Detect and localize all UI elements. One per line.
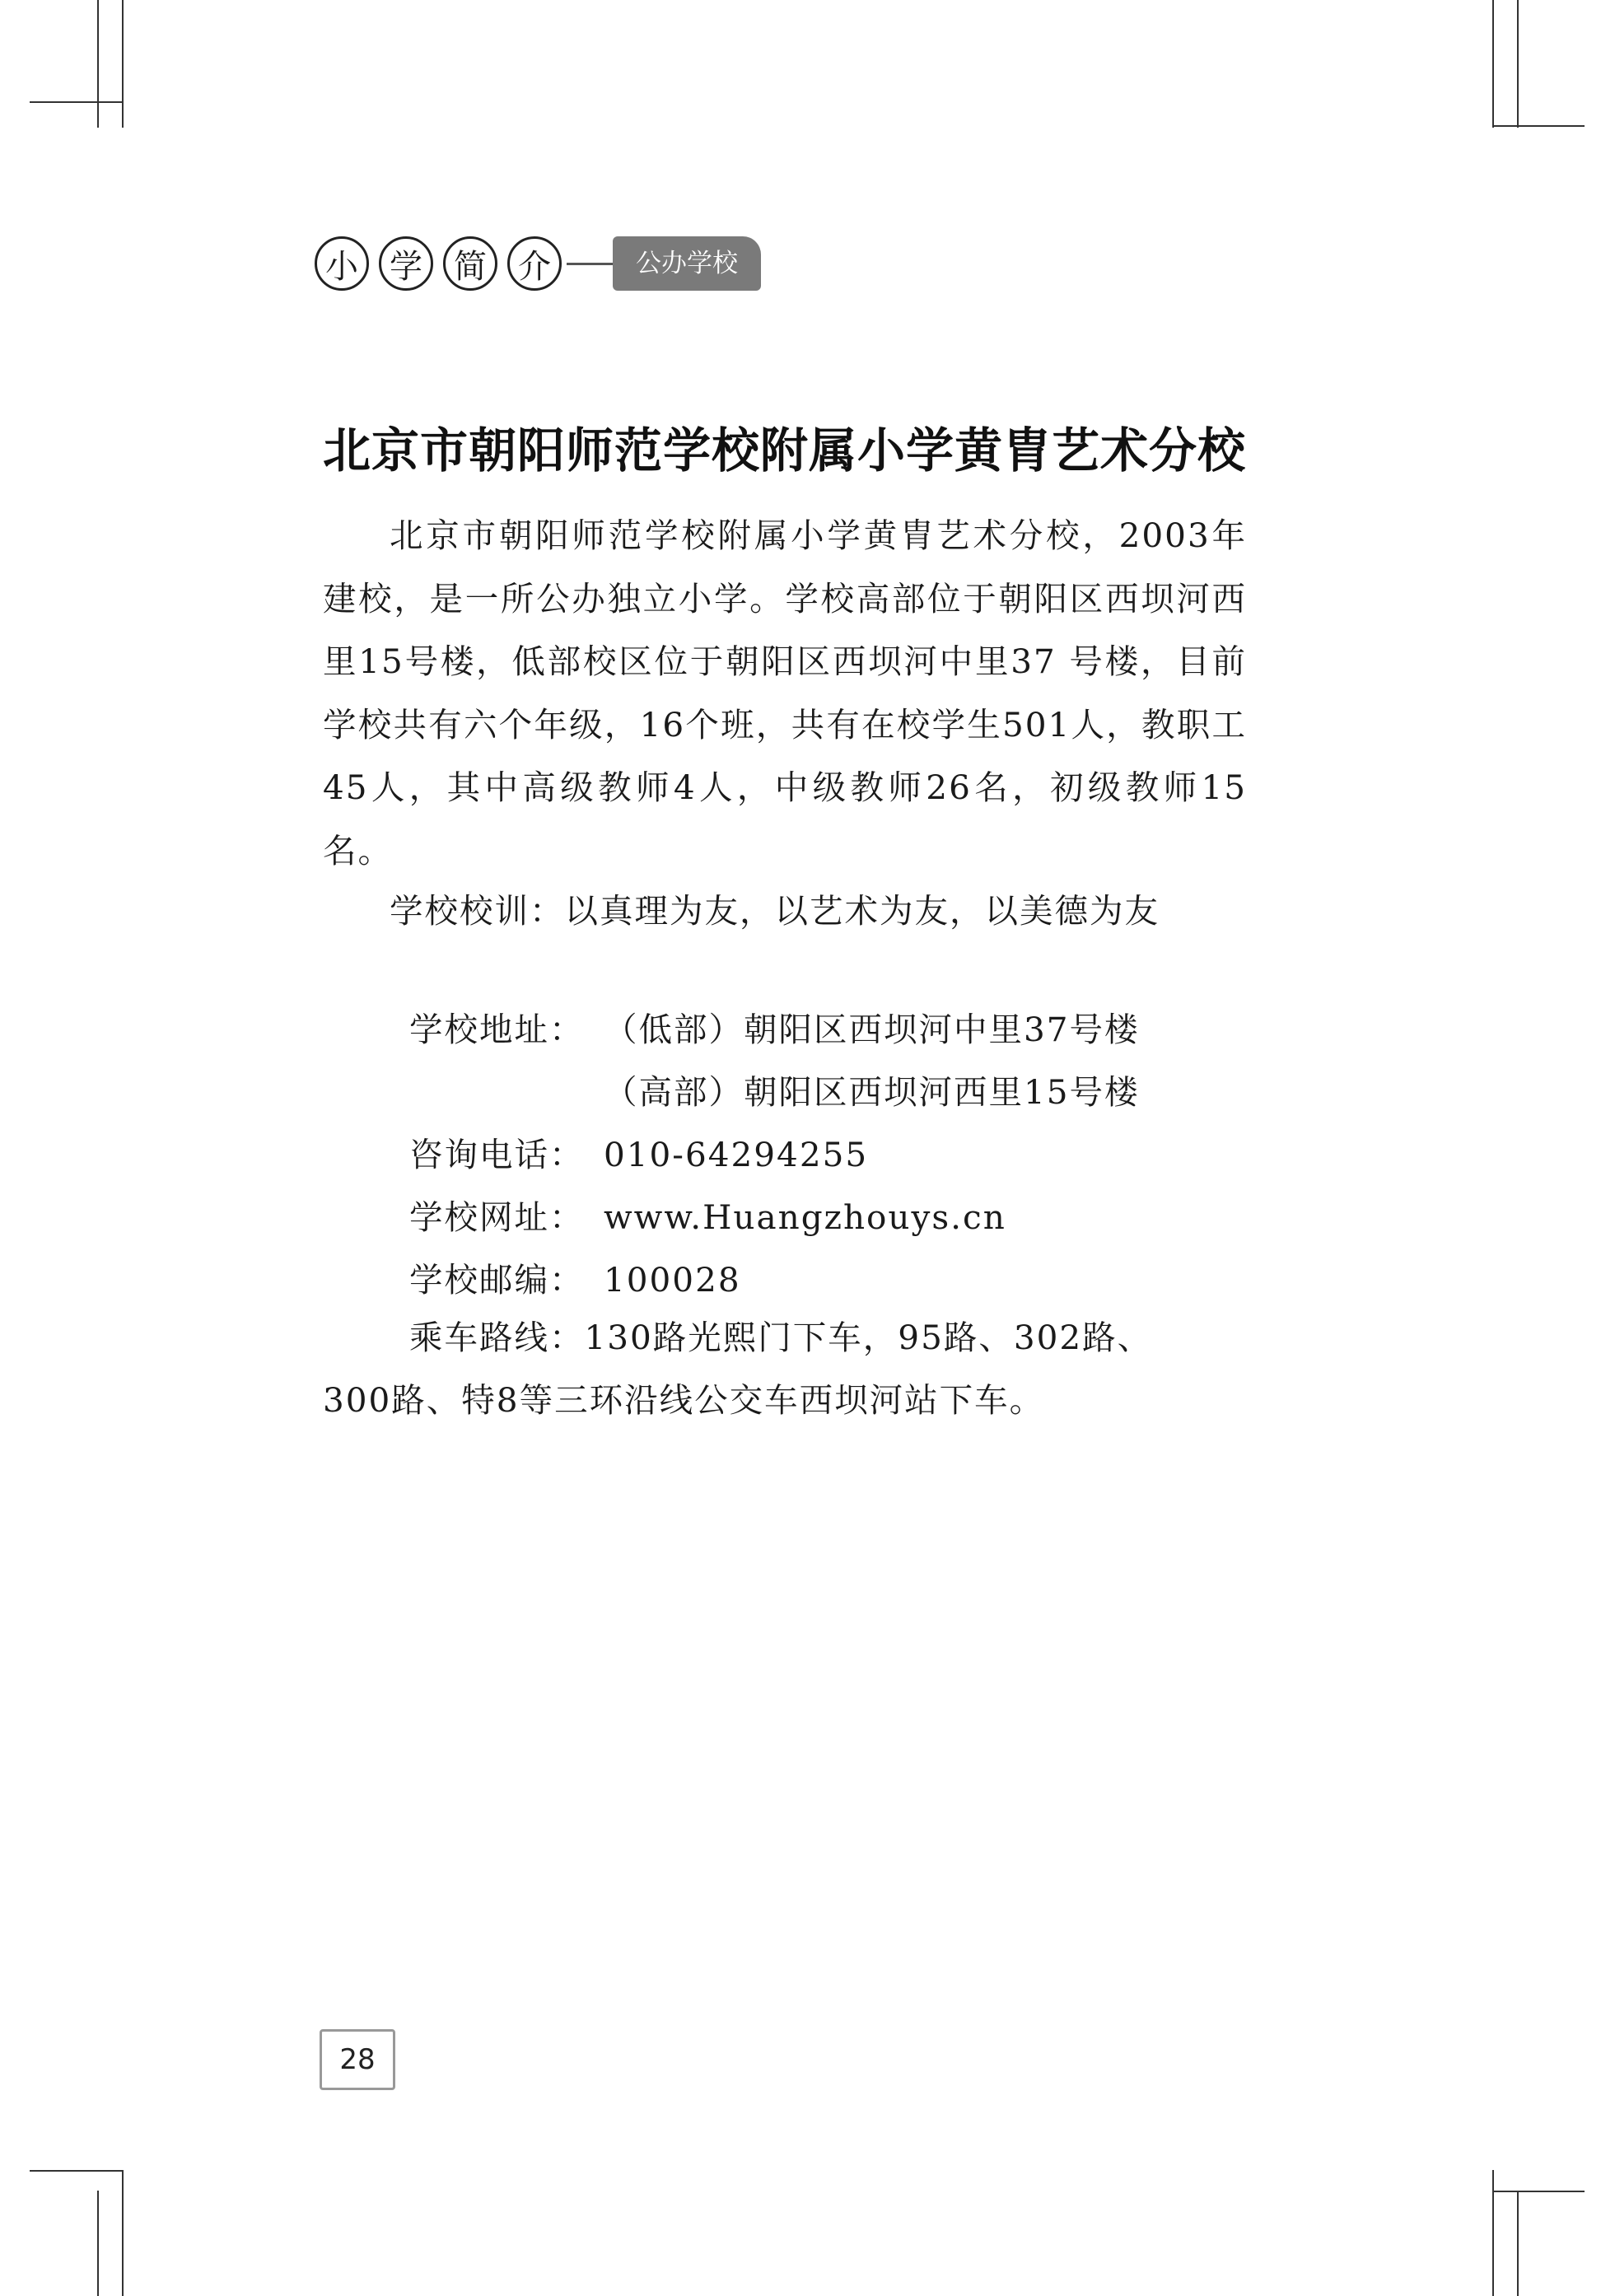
crop-mark bbox=[122, 0, 124, 128]
header-circle-char: 小 bbox=[315, 236, 369, 291]
phone-label: 咨询电话： bbox=[409, 1135, 585, 1174]
address-label: 学校地址： bbox=[409, 1010, 585, 1049]
crop-mark bbox=[1492, 0, 1494, 128]
postcode-label: 学校邮编： bbox=[409, 1260, 585, 1300]
postcode-row bbox=[409, 1248, 1140, 1311]
transport-section bbox=[323, 1306, 1247, 1431]
header-connector-line bbox=[567, 263, 613, 265]
crop-mark bbox=[1492, 2170, 1494, 2296]
crop-mark bbox=[30, 101, 124, 103]
website-row bbox=[409, 1186, 1140, 1248]
motto-paragraph: 学校校训：以真理为友，以艺术为友，以美德为友 bbox=[390, 891, 1160, 931]
intro-paragraph: 北京市朝阳师范学校附属小学黄胄艺术分校，2003年建校，是一所公办独立小学。学校高部位于朝阳区西坝河西里15号楼，低部校区位于朝阳区西坝河中里37 号楼，目前学校共有六个年级，16个班，共有在校学生501人，教职工45人，其中高级教师4人，中级教师26名，初级教师15名。 bbox=[323, 516, 1247, 870]
header-circle-char: 学 bbox=[379, 236, 433, 291]
website-label: 学校网址： bbox=[409, 1197, 585, 1237]
page-number: 28 bbox=[320, 2029, 395, 2090]
motto-section bbox=[323, 880, 1247, 943]
address-row bbox=[409, 998, 1140, 1061]
transport-line-1: 乘车路线：130路光熙门下车，95路、302路、 bbox=[409, 1318, 1153, 1357]
section-header bbox=[315, 232, 761, 295]
postcode-value: 100028 bbox=[604, 1260, 741, 1300]
header-category-tag: 公办学校 bbox=[613, 236, 761, 291]
address-high: （高部）朝阳区西坝河西里15号楼 bbox=[604, 1072, 1140, 1112]
address-low: （低部）朝阳区西坝河中里37号楼 bbox=[604, 1010, 1140, 1049]
header-circle-char: 介 bbox=[507, 236, 562, 291]
header-circle-char: 简 bbox=[443, 236, 497, 291]
crop-mark bbox=[1492, 2191, 1585, 2192]
crop-mark bbox=[1492, 125, 1585, 127]
address-row-secondary bbox=[409, 1061, 1140, 1123]
crop-mark bbox=[30, 2170, 124, 2172]
crop-mark bbox=[1517, 0, 1519, 128]
crop-mark bbox=[97, 0, 99, 128]
crop-mark bbox=[1517, 2191, 1519, 2296]
phone-row bbox=[409, 1123, 1140, 1186]
crop-mark bbox=[122, 2170, 124, 2296]
phone-value: 010-64294255 bbox=[604, 1135, 869, 1174]
website-value: www.Huangzhouys.cn bbox=[604, 1197, 1006, 1237]
crop-mark bbox=[97, 2191, 99, 2296]
contact-info bbox=[409, 998, 1140, 1311]
page-title: 北京市朝阳师范学校附属小学黄胄艺术分校 bbox=[323, 422, 1247, 478]
transport-line-2: 300路、特8等三环沿线公交车西坝河站下车。 bbox=[323, 1380, 1045, 1420]
intro-section bbox=[323, 504, 1247, 882]
